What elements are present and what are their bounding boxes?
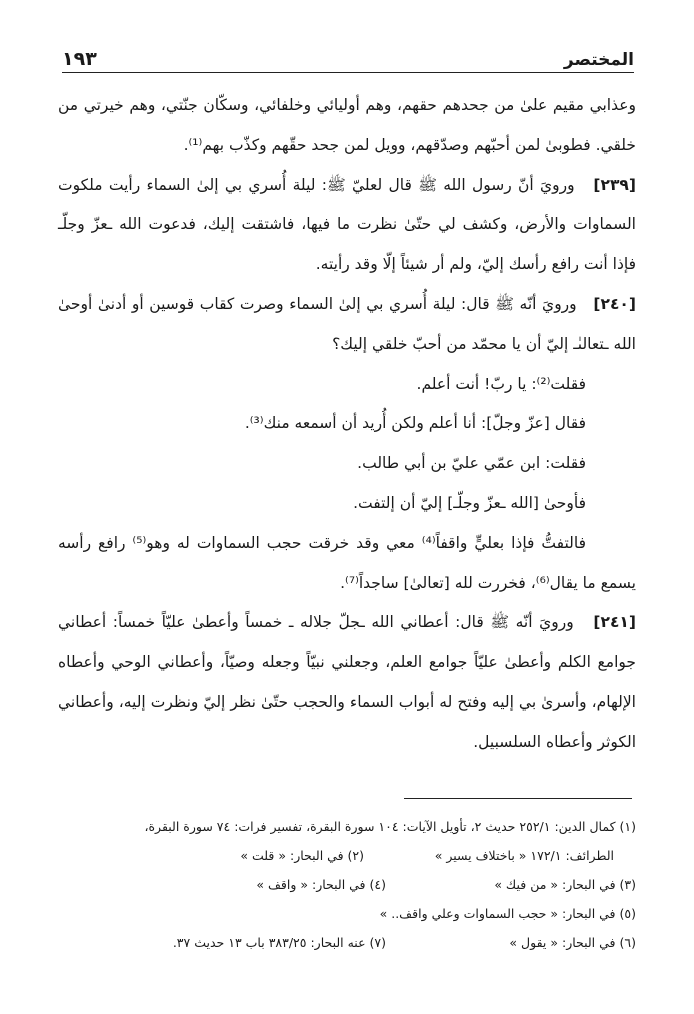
paragraph-text: فقلت⁽²⁾: يا ربّ! أنت أعلم. <box>416 374 586 393</box>
footnote-row <box>58 841 636 870</box>
footnote: (٤) في البحار: « واقف » <box>256 877 386 892</box>
paragraph <box>58 444 636 484</box>
page-header <box>62 36 634 70</box>
hadith-number: [٢٤٠] <box>593 294 636 313</box>
paragraph <box>58 365 636 405</box>
running-title: المختصر <box>563 50 634 70</box>
paragraph <box>58 404 636 444</box>
hadith-240 <box>58 285 636 365</box>
main-text <box>58 86 636 763</box>
paragraph-text: فالتفتُّ فإذا بعليٍّ واقفاً⁽⁴⁾ معي وقد خرقت حجب السماوات له وهو⁽⁵⁾ رافع رأسه يسمع ما يقال⁽⁶⁾، فخررت لله [تعالىٰ] ساجداً⁽⁷⁾. <box>58 533 636 592</box>
footnote-row <box>58 870 636 899</box>
footnote: (٧) عنه البحار: ٣٨٣/٢٥ باب ١٣ حديث ٣٧. <box>172 935 386 950</box>
paragraph <box>58 484 636 524</box>
hadith-239 <box>58 166 636 285</box>
page-number: ١٩٣ <box>62 48 97 70</box>
header-rule <box>62 72 634 73</box>
paragraph-text: ورويَ أنّه ﷺ قال: أعطاني الله ـجلّ جلاله ـ خمساً وأعطىٰ عليّاً خمساً: أعطاني جوامع الكلم وأعطىٰ عليّاً جوامع العلم، وجعلني نبيّاً وجعله وصيّاً، وأعطاني الوحي وأعطاه الإلهام، وأسرىٰ بي إليه وفتح له أبواب السماء والحجب حتّىٰ نظر إليّ ونظرت إليه، وأعطاني الكوثر وأعطاه السلسبيل. <box>58 613 636 751</box>
footnote-row <box>58 928 636 957</box>
paragraph <box>58 524 636 604</box>
footnotes <box>58 812 636 957</box>
footnote: (٢) في البحار: « قلت » <box>240 848 364 863</box>
paragraph-text: ورويَ أنّ رسول الله ﷺ قال لعليّ ﷺ: ليلة أُسري بي إلىٰ السماء رأيت ملكوت السماوات والأرض، وكشف لي حتّىٰ نظرت ما فيها، فاشتقت إليك، فدعوت الله ـعزّ وجلّـ فإذا أنت رافع رأسك إليّ، ولم أر شيئاً إلّا وقد رأيته. <box>58 175 636 274</box>
footnote: (٥) في البحار: « حجب السماوات وعلي واقف.. » <box>379 906 636 921</box>
paragraph-text: فقلت: ابن عمّي عليّ بن أبي طالب. <box>357 454 586 473</box>
paragraph <box>58 86 636 166</box>
hadith-241 <box>58 603 636 762</box>
footnote: (١) كمال الدين: ٢٥٢/١ حديث ٢، تأويل الآيات: ١٠٤ سورة البقرة، تفسير فرات: ٧٤ سورة البقرة، <box>144 819 636 834</box>
footnote-rule <box>404 798 632 799</box>
hadith-number: [٢٣٩] <box>593 175 636 194</box>
paragraph-text: وعذابي مقيم علىٰ من جحدهم حقهم، وهم أوليائي وخلفائي، وسكّان جنّتي، وهم خيرتي من خلقي. فطوبىٰ لمن أحبّهم وصدّقهم، وويل لمن جحد حقّهم وكذّب بهم⁽¹⁾. <box>58 96 636 154</box>
paragraph-text: فأوحىٰ [الله ـعزّ وجلّـ] إليّ أن إلتفت. <box>353 493 586 512</box>
paragraph-text: ورويَ أنّه ﷺ قال: ليلة أُسري بي إلىٰ السماء وصرت كقاب قوسين أو أدنىٰ أوحىٰ الله ـتعالىٰـ إليّ أن يا محمّد من أحبّ خلقي إليك؟ <box>58 294 636 353</box>
footnote: الطرائف: ١٧٢/١ « باختلاف يسير » <box>434 848 614 863</box>
hadith-number: [٢٤١] <box>593 613 636 632</box>
footnote: (٣) في البحار: « من فيك » <box>494 877 636 892</box>
footnote: (٦) في البحار: « يقول » <box>509 935 636 950</box>
paragraph-text: فقال [عزّ وجلّ]: أنا أعلم ولكن أُريد أن أسمعه منك⁽³⁾. <box>244 414 586 433</box>
